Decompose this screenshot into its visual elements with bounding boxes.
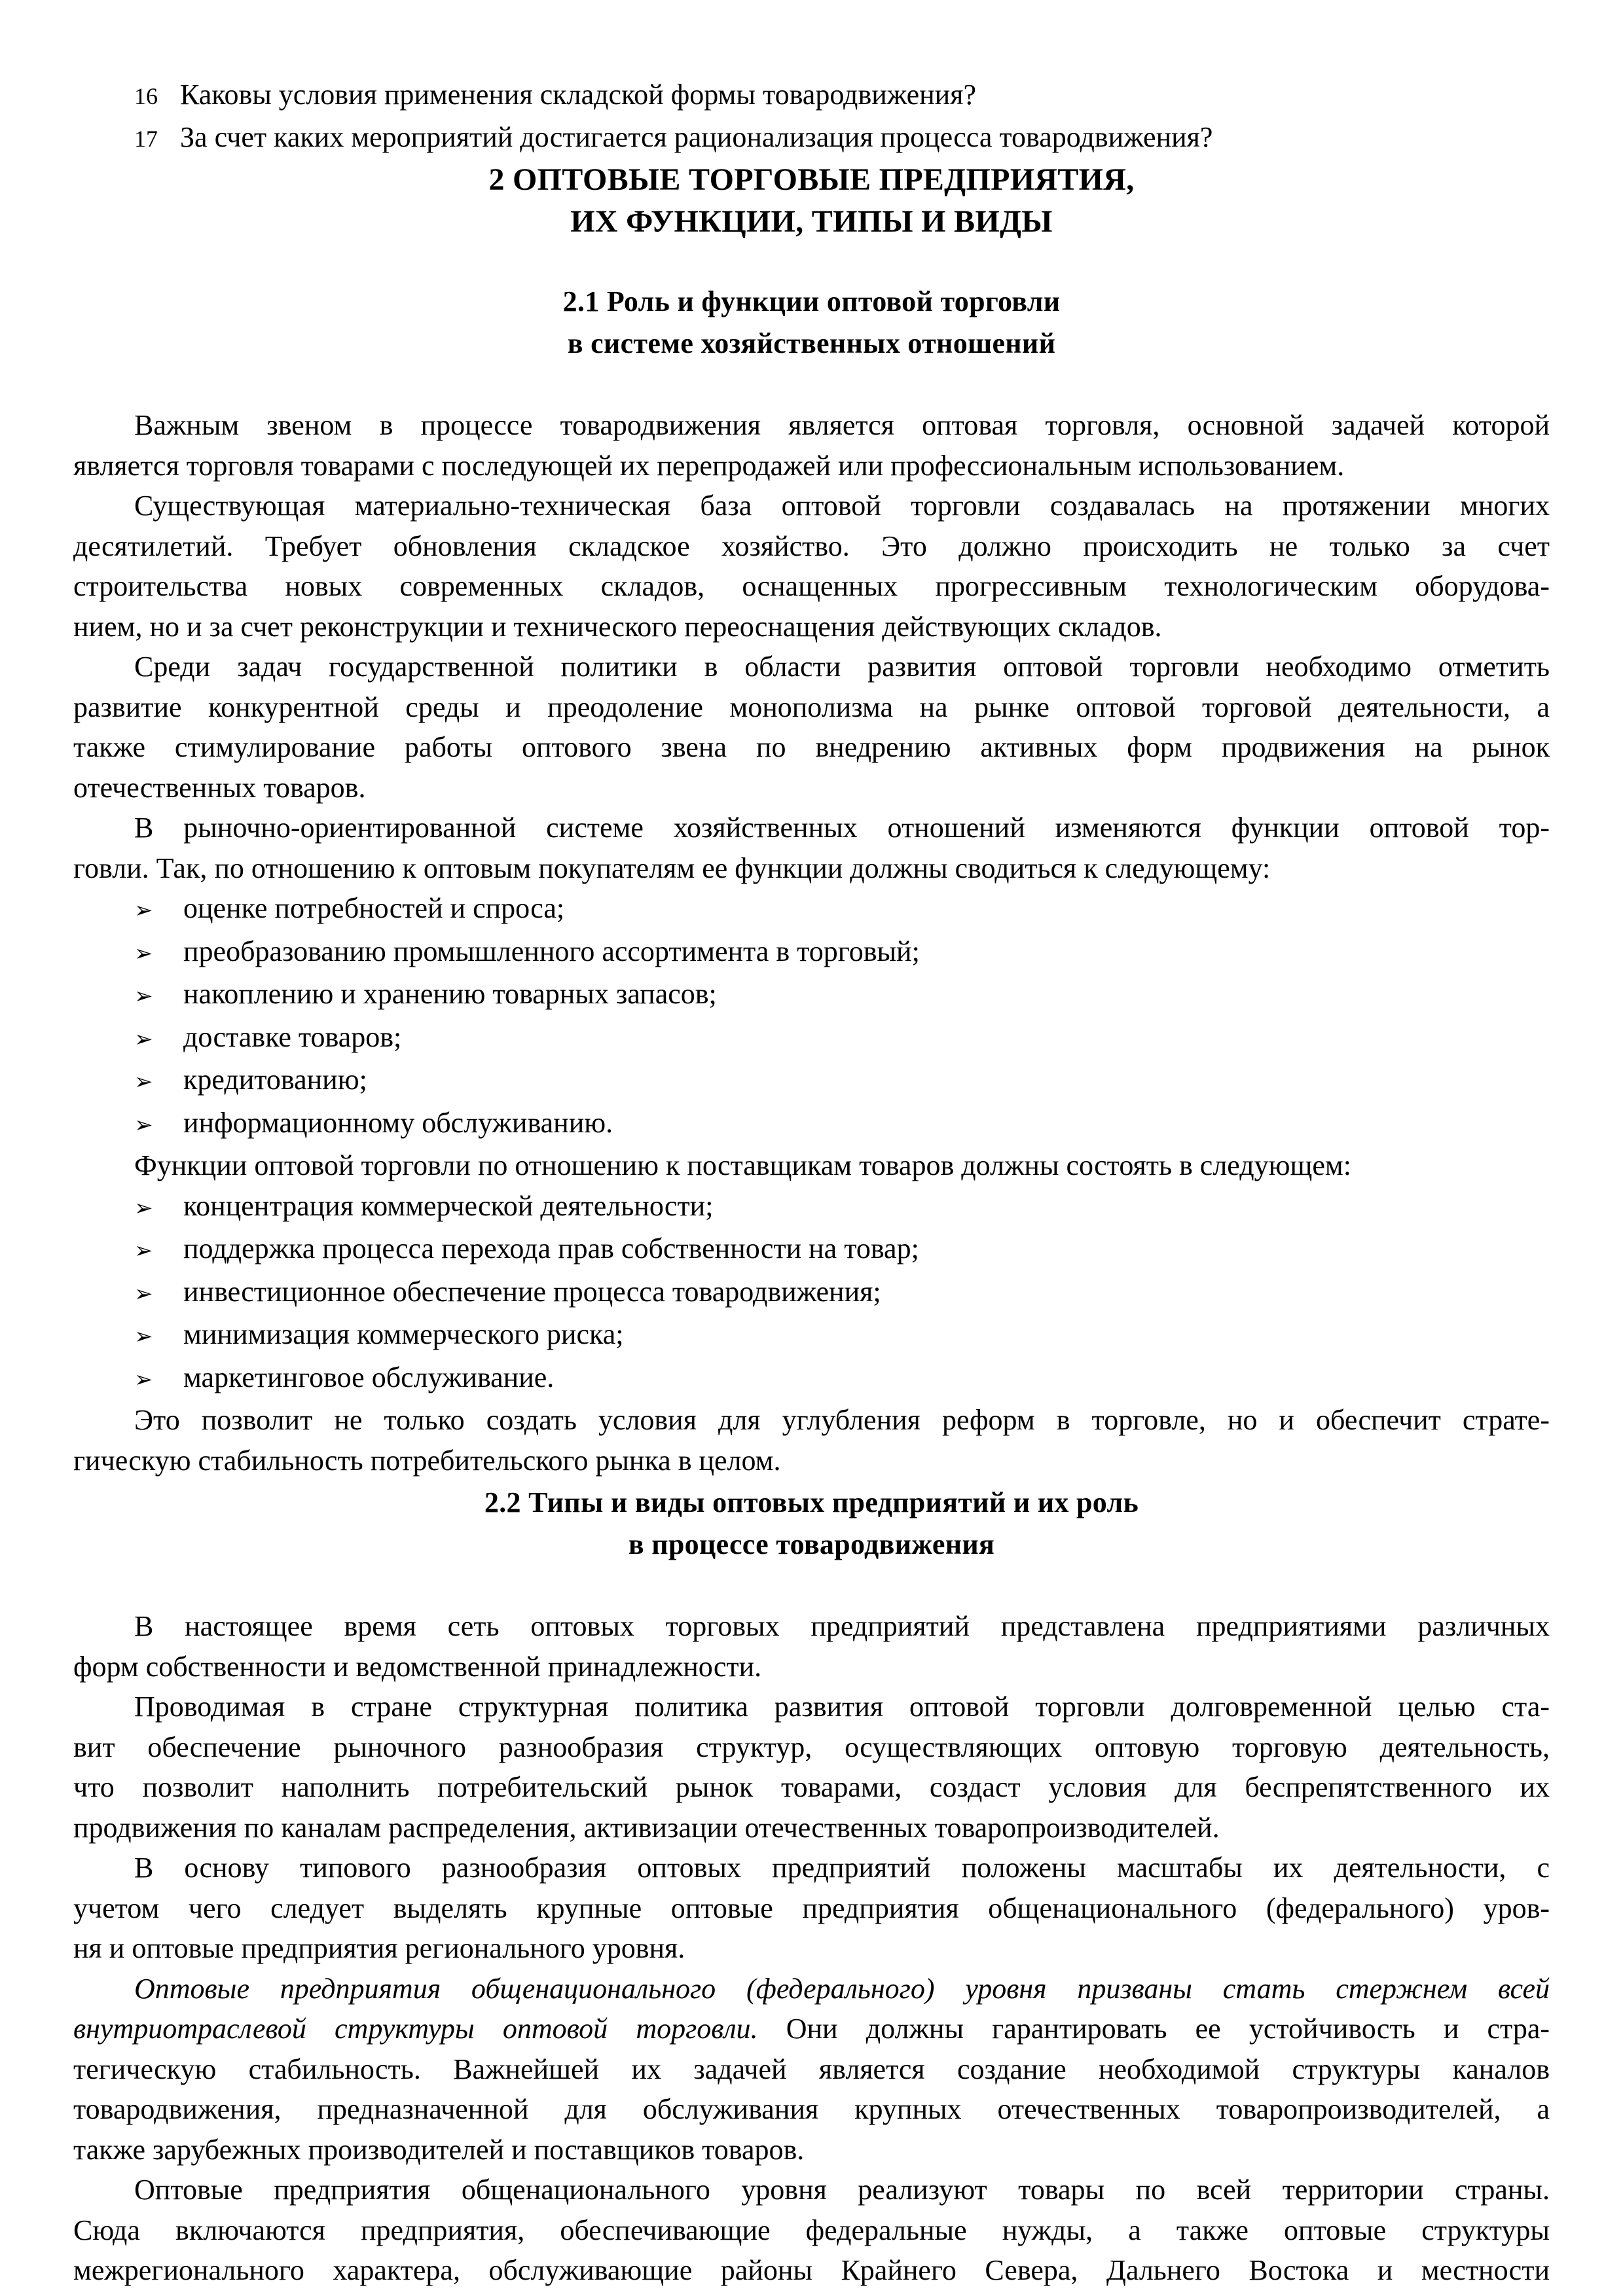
paragraph-line: вит обеспечение рыночного разнообразия структур, осуществляющих оптовую торговую деятельность,	[73, 1731, 1550, 1763]
list-item-text: поддержка процесса перехода прав собственности на товар;	[183, 1232, 919, 1265]
paragraph-line: развитие конкурентной среды и преодоление монополизма на рынке оптовой торговой деятельности, а	[73, 691, 1550, 723]
paragraph	[73, 647, 1550, 808]
paragraph-line: отечественных товаров.	[73, 771, 366, 804]
paragraph	[73, 808, 1550, 888]
paragraph-line: строительства новых современных складов, оснащенных прогрессивным технологическим оборудова-	[73, 570, 1550, 602]
paragraph-line: Оптовые предприятия общенационального уровня реализуют товары по всей территории страны.	[134, 2174, 1550, 2206]
paragraph	[73, 1687, 1550, 1848]
paragraph-line: межрегионального характера, обслуживающие районы Крайнего Севера, Дальнего Востока и местности	[73, 2254, 1550, 2286]
paragraph-line: говли. Так, по отношению к оптовым покупателям ее функции должны сводиться к следующему:	[73, 852, 1271, 884]
list-item-text: концентрация коммерческой деятельности;	[183, 1189, 714, 1222]
review-question	[134, 75, 1550, 117]
paragraph-line: нием, но и за счет реконструкции и технического переоснащения действующих складов.	[73, 610, 1162, 643]
paragraph-line: Сюда включаются предприятия, обеспечивающие федеральные нужды, а также оптовые структуры	[73, 2214, 1550, 2246]
section-heading-line: 2.2 Типы и виды оптовых предприятий и их роль	[484, 1486, 1139, 1518]
list-item-text: кредитованию;	[183, 1064, 367, 1096]
chapter-heading-line: ИХ ФУНКЦИИ, ТИПЫ И ВИДЫ	[570, 204, 1053, 239]
section-heading-line: в системе хозяйственных отношений	[567, 327, 1056, 359]
italic-paragraph-line: Оптовые предприятия общенационального (федерального) уровня призваны стать стержнем всей	[134, 1972, 1550, 2005]
arrow-bullet-icon: ➢	[134, 1366, 153, 1393]
list-item	[134, 1186, 1550, 1229]
paragraph-line: является торговля товарами с последующей их перепродажей или профессиональным использованием.	[73, 449, 1345, 482]
list-item	[134, 1272, 1550, 1315]
paragraph	[73, 1400, 1550, 1480]
paragraph-line: десятилетий. Требует обновления складское хозяйство. Это должно происходить не только за счет	[73, 529, 1550, 562]
list-item-text: минимизация коммерческого риска;	[183, 1318, 624, 1350]
paragraph-line: Среди задач государственной политики в области развития оптовой торговли необходимо отметить	[134, 651, 1550, 683]
paragraph-line: гическую стабильность потребительского рынка в целом.	[73, 1444, 781, 1477]
list-item-text: информационному обслуживанию.	[183, 1106, 613, 1139]
list-item-text: инвестиционное обеспечение процесса товародвижения;	[183, 1275, 881, 1308]
arrow-bullet-icon: ➢	[134, 983, 153, 1009]
arrow-bullet-icon: ➢	[134, 897, 153, 924]
section-heading	[73, 281, 1550, 365]
paragraph-line: В настоящее время сеть оптовых торговых предприятий представлена предприятиями различных	[134, 1610, 1550, 1642]
paragraph	[73, 486, 1550, 647]
paragraph	[73, 1848, 1550, 1969]
list-item	[134, 888, 1550, 931]
arrow-bullet-icon: ➢	[134, 1280, 153, 1307]
list-item	[134, 1017, 1550, 1060]
italic-text: внутриотраслевой структуры оптовой торговли.	[73, 2013, 758, 2045]
paragraph-line: В рыночно-ориентированной системе хозяйственных отношений изменяются функции оптовой тор-	[134, 812, 1550, 844]
chapter-heading	[73, 159, 1550, 243]
paragraph-line: товародвижения, предназначенной для обслуживания крупных отечественных товаропроизводителей, а	[73, 2093, 1550, 2125]
paragraph-line: также стимулирование работы оптового звена по внедрению активных форм продвижения на рынок	[73, 731, 1550, 763]
arrow-bullet-icon: ➢	[134, 1026, 153, 1052]
question-text: Каковы условия применения складской формы товародвижения?	[180, 79, 976, 111]
list-item	[134, 1357, 1550, 1401]
paragraph-line: учетом чего следует выделять крупные оптовые предприятия общенационального (федерального) уров-	[73, 1892, 1550, 1924]
question-number: 16	[134, 83, 158, 109]
list-item-text: накоплению и хранению товарных запасов;	[183, 978, 717, 1010]
paragraph-line: Существующая материально-техническая база оптовой торговли создавалась на протяжении многих	[134, 490, 1550, 522]
question-number: 17	[134, 125, 158, 152]
paragraph-line: тегическую стабильность. Важнейшей их задачей является создание необходимой структуры каналов	[73, 2053, 1550, 2085]
list-item	[134, 974, 1550, 1017]
buyers-functions-list	[73, 888, 1550, 1400]
paragraph-line: форм собственности и ведомственной принадлежности.	[73, 1650, 762, 1683]
arrow-bullet-icon: ➢	[134, 940, 153, 967]
paragraph-line: продвижения по каналам распределения, активизации отечественных товаропроизводителей.	[73, 1811, 1220, 1844]
paragraph-line: Это позволит не только создать условия для углубления реформ в торговле, но и обеспечит страте-	[134, 1404, 1550, 1436]
arrow-bullet-icon: ➢	[134, 1111, 153, 1138]
list-item-text: преобразованию промышленного ассортимента в торговый;	[183, 935, 920, 967]
paragraph-line: также зарубежных производителей и поставщиков товаров.	[73, 2133, 805, 2166]
arrow-bullet-icon: ➢	[134, 1194, 153, 1221]
paragraph-line: ня и оптовые предприятия регионального уровня.	[73, 1932, 685, 1964]
paragraph-line: что позволит наполнить потребительский рынок товарами, создаст условия для беспрепятственного их	[73, 1771, 1550, 1803]
section-heading-line: в процессе товародвижения	[628, 1528, 995, 1560]
list-item	[134, 1314, 1550, 1357]
list-item	[134, 1103, 1550, 1146]
paragraph-line	[73, 2009, 1550, 2049]
regular-text: Они должны гарантировать ее устойчивость и стра-	[757, 2013, 1550, 2045]
list-item	[134, 1229, 1550, 1272]
question-text: За счет каких мероприятий достигается рационализация процесса товародвижения?	[180, 120, 1213, 153]
list-item-text: маркетинговое обслуживание.	[183, 1361, 555, 1393]
paragraph-line: В основу типового разнообразия оптовых предприятий положены масштабы их деятельности, с	[134, 1852, 1550, 1884]
paragraph	[73, 405, 1550, 486]
list-item-text: оценке потребностей и спроса;	[183, 892, 565, 924]
list-item	[134, 931, 1550, 975]
list-item-text: доставке товаров;	[183, 1020, 402, 1053]
section-heading-line: 2.1 Роль и функции оптовой торговли	[562, 285, 1061, 317]
paragraph-line: Важным звеном в процессе товародвижения является оптовая торговля, основной задачей которой	[134, 409, 1550, 441]
arrow-bullet-icon: ➢	[134, 1238, 153, 1264]
review-question	[134, 117, 1550, 160]
section-heading	[73, 1482, 1550, 1566]
paragraph	[73, 2170, 1550, 2291]
arrow-bullet-icon: ➢	[134, 1069, 153, 1095]
paragraph	[73, 1606, 1550, 1687]
arrow-bullet-icon: ➢	[134, 1323, 153, 1350]
list-item	[134, 1060, 1550, 1103]
paragraph	[73, 1969, 1550, 2170]
suppliers-intro: Функции оптовой торговли по отношению к поставщикам товаров должны состоять в следующем:	[134, 1149, 1351, 1181]
chapter-heading-line: 2 ОПТОВЫЕ ТОРГОВЫЕ ПРЕДПРИЯТИЯ,	[488, 162, 1135, 197]
paragraph-line: Проводимая в стране структурная политика развития оптовой торговли долговременной целью ста-	[134, 1691, 1550, 1723]
